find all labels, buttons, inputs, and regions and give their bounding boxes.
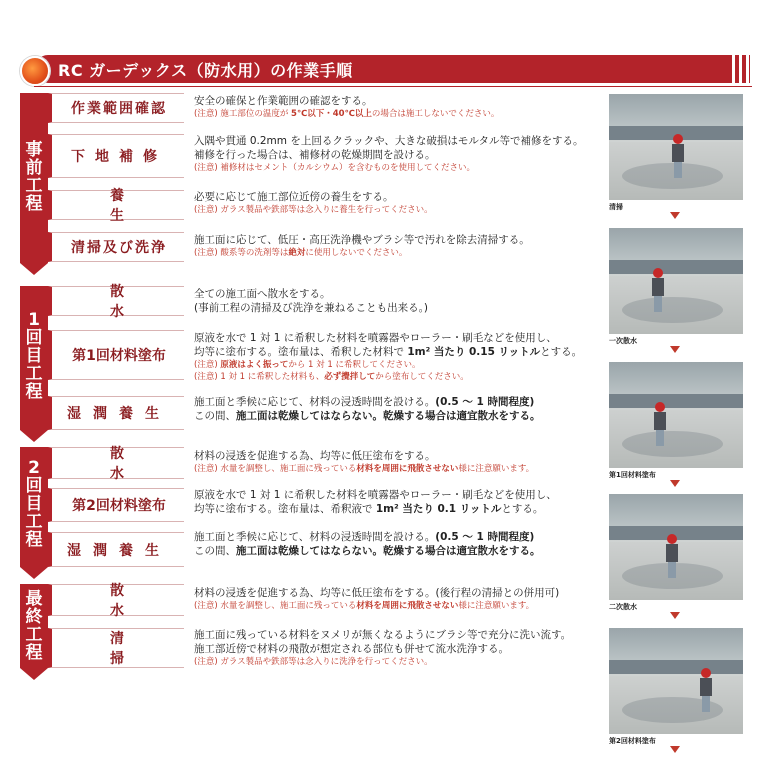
- stage-char: 工: [25, 512, 43, 532]
- caution-note: (注意) 1 対 1 に希釈した材料も、必ず攪拌してから塗布してください。: [194, 372, 469, 382]
- desc-line: 均等に塗布する。塗布量は、希釈液で 1m² 当たり 0.1 リットルとする。: [194, 503, 544, 515]
- stage-char: 2: [28, 458, 40, 478]
- stage-char: 工: [25, 625, 43, 645]
- step-label-text: 第1回材料塗布: [72, 348, 166, 364]
- desc-line: 施工面に応じて、低圧・高圧洗浄機やブラシ等で汚れを除去清掃する。: [194, 234, 530, 246]
- desc-line: 材料の浸透を促進する為、均等に低圧塗布をする。: [194, 450, 436, 462]
- stage-char: 程: [25, 643, 43, 663]
- desc-line: この間、施工面は乾燥してはならない。乾燥する場合は適宜散水をする。: [194, 545, 541, 557]
- desc-line: この間、施工面は乾燥してはならない。乾燥する場合は適宜散水をする。: [194, 410, 541, 422]
- step-label-watering-final: [48, 583, 184, 619]
- step-label-wet-cure-2: [48, 532, 184, 567]
- stage-tab-second: [20, 447, 48, 567]
- desc-line: 原液を水で 1 対 1 に希釈した材料を噴霧器やローラー・刷毛などを使用し、: [194, 332, 557, 344]
- desc-line: 安全の確保と作業範囲の確認をする。: [194, 95, 373, 107]
- step-label-text: 散水: [110, 446, 178, 482]
- stage-char: 事: [25, 140, 43, 160]
- section-header: [20, 55, 750, 83]
- step-desc-watering-final: [194, 586, 604, 612]
- desc-line: 施工面と季候に応じて、材料の浸透時間を設ける。(0.5 ～ 1 時間程度): [194, 531, 535, 543]
- step-desc-clean-final: [194, 628, 604, 668]
- photo-caption: 第2回材料塗布: [609, 737, 656, 745]
- down-arrow-icon: [670, 346, 680, 353]
- step-label-watering-1: [48, 284, 184, 320]
- step-label-text: 作業範囲確認: [71, 101, 167, 117]
- desc-line: 材料の浸透を促進する為、均等に低圧塗布をする。(後行程の清掃との併用可): [194, 587, 560, 599]
- step-label-text: 清掃及び洗浄: [71, 240, 167, 256]
- step-desc-wet-cure-1: [194, 395, 604, 423]
- caution-note: (注意) ガラス製品や鉄部等は念入りに養生を行ってください。: [194, 205, 433, 215]
- photo-caption: 第1回材料塗布: [609, 471, 656, 479]
- step-label-clean-final: [48, 628, 184, 668]
- stage-tab-first: [20, 286, 48, 430]
- stage-char: 目: [25, 346, 43, 366]
- caution-note: (注意) 原液はよく振ってから 1 対 1 に希釈してください。: [194, 360, 421, 370]
- stage-char: 終: [25, 607, 43, 627]
- caution-note: (注意) 水量を調整し、施工面に残っている材料を周囲に飛散させない様に注意願います。: [194, 601, 535, 611]
- step-label-text: 清掃: [110, 631, 178, 667]
- caution-note: (注意) 水量を調整し、施工面に残っている材料を周囲に飛散させない様に注意願います。: [194, 464, 535, 474]
- desc-line: 全ての施工面へ散水をする。: [194, 288, 331, 300]
- step-label-text: 養生: [110, 188, 178, 224]
- header-stripes: [728, 55, 750, 83]
- stage-char: 工: [25, 176, 43, 196]
- step-desc-coat-1: [194, 331, 604, 383]
- stage-tab-final: [20, 584, 48, 668]
- caution-note: (注意) 施工部位の温度が 5℃以下・40℃以上の場合は施工しないでください。: [194, 109, 500, 119]
- photo-caption: 二次散水: [609, 603, 637, 611]
- stage-char: 回: [25, 328, 43, 348]
- step-desc-watering-1: [194, 287, 604, 315]
- stage-char: 程: [25, 382, 43, 402]
- step-label-text: 第2回材料塗布: [72, 498, 166, 514]
- worker-figure: [651, 268, 665, 312]
- worker-figure: [699, 668, 713, 712]
- step-label-text: 湿潤養生: [67, 406, 171, 422]
- stage-char: 程: [25, 530, 43, 550]
- step-desc-cleaning: [194, 233, 604, 259]
- desc-line: 原液を水で 1 対 1 に希釈した材料を噴霧器やローラー・刷毛などを使用し、: [194, 489, 557, 501]
- desc-line: 入隅や貫通 0.2mm を上回るクラックや、大きな破損はモルタル等で補修をする。: [194, 135, 584, 147]
- worker-figure: [671, 134, 685, 178]
- step-label-repair: [48, 134, 184, 178]
- stage-char: 工: [25, 364, 43, 384]
- desc-line: 施工面と季候に応じて、材料の浸透時間を設ける。(0.5 ～ 1 時間程度): [194, 396, 535, 408]
- photo-caption: 清掃: [609, 203, 623, 211]
- photo-first-coat: [609, 362, 743, 468]
- photo-second-watering: [609, 494, 743, 600]
- step-label-text: 散水: [110, 284, 178, 320]
- page-title: RC ガーデックス（防水用）の作業手順: [58, 61, 353, 80]
- photo-first-watering: [609, 228, 743, 334]
- step-label-wet-cure-1: [48, 396, 184, 430]
- step-label-watering-2: [48, 446, 184, 482]
- caution-note: (注意) 補修材はセメント（カルシウム）を含むものを使用してください。: [194, 163, 476, 173]
- step-desc-curing: [194, 190, 604, 216]
- desc-line: (事前工程の清掃及び洗浄を兼ねることも出来る。): [194, 302, 428, 314]
- down-arrow-icon: [670, 746, 680, 753]
- step-label-scope: [48, 93, 184, 123]
- step-desc-coat-2: [194, 488, 604, 516]
- step-desc-scope: [194, 94, 604, 120]
- header-orb-icon: [20, 56, 50, 86]
- desc-line: 均等に塗布する。塗布量は、希釈した材料で 1m² 当たり 0.15 リットルとする。: [194, 346, 583, 358]
- desc-line: 必要に応じて施工部位近傍の養生をする。: [194, 191, 394, 203]
- stage-char: 程: [25, 194, 43, 214]
- caution-note: (注意) 酸系等の洗剤等は絶対に使用しないでください。: [194, 248, 408, 258]
- step-desc-wet-cure-2: [194, 530, 604, 558]
- step-label-cleaning: [48, 232, 184, 262]
- desc-line: 補修を行った場合は、補修材の乾燥期間を設ける。: [194, 149, 436, 161]
- stage-char: 最: [25, 589, 43, 609]
- worker-figure: [665, 534, 679, 578]
- photo-second-coat: [609, 628, 743, 734]
- step-desc-watering-2: [194, 449, 604, 475]
- desc-line: 施工面に残っている材料をヌメリが無くなるようにブラシ等で充分に洗い流す。: [194, 629, 572, 641]
- down-arrow-icon: [670, 480, 680, 487]
- stage-char: 前: [25, 158, 43, 178]
- down-arrow-icon: [670, 212, 680, 219]
- step-label-text: 湿潤養生: [67, 542, 171, 559]
- stage-char: 回: [25, 476, 43, 496]
- step-label-text: 下地補修: [71, 149, 167, 165]
- desc-line: 施工部近傍で材料の飛散が想定される部位も併せて流水洗浄する。: [194, 643, 509, 655]
- step-desc-repair: [194, 134, 604, 174]
- step-label-curing: [48, 188, 184, 224]
- stage-char: 目: [25, 494, 43, 514]
- stage-tab-pre: [20, 93, 48, 263]
- photo-caption: 一次散水: [609, 337, 637, 345]
- down-arrow-icon: [670, 612, 680, 619]
- header-rule: [34, 86, 752, 87]
- caution-note: (注意) ガラス製品や鉄部等は念入りに洗浄を行ってください。: [194, 657, 433, 667]
- step-label-coat-1: [48, 330, 184, 380]
- worker-figure: [653, 402, 667, 446]
- photo-cleaning: [609, 94, 743, 200]
- step-label-text: 散水: [110, 583, 178, 619]
- stage-char: 1: [28, 310, 40, 330]
- step-label-coat-2: [48, 488, 184, 522]
